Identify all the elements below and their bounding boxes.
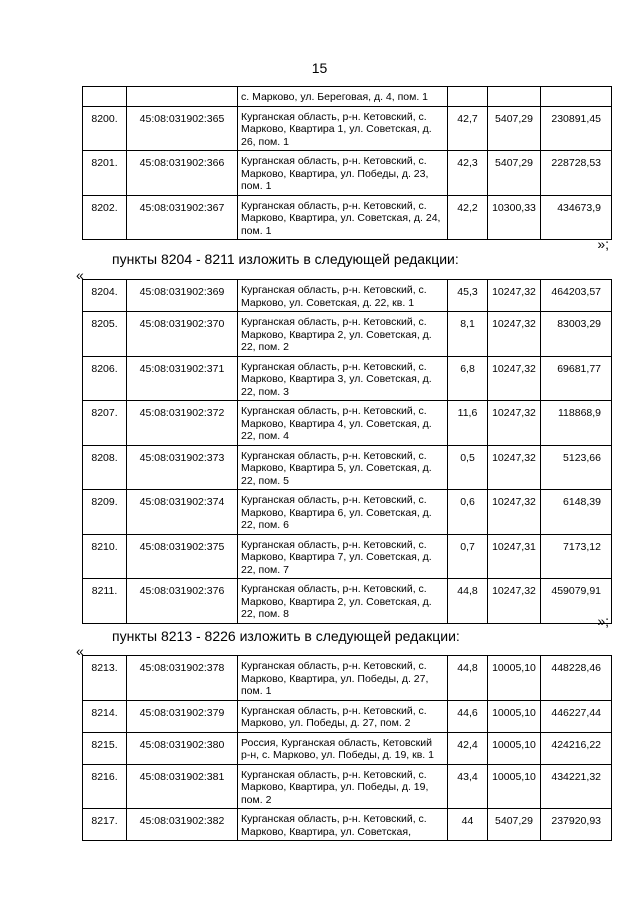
table-row [83, 151, 612, 196]
cell-cadastral-cost: 464203,57 [541, 280, 612, 312]
property-table-2 [82, 279, 612, 624]
page-number: 15 [311, 60, 328, 76]
cell-area: 8,1 [448, 312, 488, 357]
cell-row-number: 8209. [83, 490, 127, 535]
cell-area: 44,8 [448, 656, 488, 701]
cell-cadastral-cost: 237920,93 [541, 809, 612, 841]
table-row [83, 356, 612, 401]
cell-area: 42,7 [448, 106, 488, 151]
cell-cadastral-number: 45:08:031902:378 [127, 656, 238, 701]
cell-unit-price: 10300,33 [488, 195, 541, 240]
table-row [83, 700, 612, 732]
cell-unit-price: 10247,32 [488, 356, 541, 401]
cell-address: Курганская область, р-н. Кетовский, с. Марково, Квартира, ул. Победы, д. 19, пом. 2 [238, 764, 448, 809]
cell-row-number: 8213. [83, 656, 127, 701]
cell-row-number: 8210. [83, 534, 127, 579]
cell-cadastral-number: 45:08:031902:366 [127, 151, 238, 196]
cell-address: Курганская область, р-н. Кетовский, с. Марково, Квартира 6, ул. Советская, д. 22, пом. 6 [238, 490, 448, 535]
cell-cadastral-cost: 424216,22 [541, 732, 612, 764]
cell-cadastral-number: 45:08:031902:372 [127, 401, 238, 446]
table-row [83, 280, 612, 312]
cell-cadastral-cost: 230891,45 [541, 106, 612, 151]
cell-address: Курганская область, р-н. Кетовский, с. Марково, Квартира 5, ул. Советская, д. 22, пом. 5 [238, 445, 448, 490]
table-row [83, 445, 612, 490]
cell-area: 44,6 [448, 700, 488, 732]
cell-address: Курганская область, р-н. Кетовский, с. Марково, Квартира 2, ул. Советская, д. 22, пом. 8 [238, 579, 448, 624]
cell-cadastral-cost [541, 87, 612, 107]
cell-cadastral-number: 45:08:031902:367 [127, 195, 238, 240]
cell-unit-price: 5407,29 [488, 809, 541, 841]
cell-row-number: 8206. [83, 356, 127, 401]
cell-address: Курганская область, р-н. Кетовский, с. Марково, Квартира, ул. Советская, [238, 809, 448, 841]
cell-cadastral-cost: 7173,12 [541, 534, 612, 579]
cell-area: 45,3 [448, 280, 488, 312]
cell-cadastral-cost: 446227,44 [541, 700, 612, 732]
cell-row-number: 8215. [83, 732, 127, 764]
cell-cadastral-cost: 434221,32 [541, 764, 612, 809]
cell-cadastral-number: 45:08:031902:381 [127, 764, 238, 809]
opening-quote: « [76, 267, 84, 283]
cell-cadastral-number: 45:08:031902:379 [127, 700, 238, 732]
property-table-1 [82, 86, 612, 240]
cell-row-number: 8201. [83, 151, 127, 196]
cell-cadastral-cost: 459079,91 [541, 579, 612, 624]
cell-unit-price: 10247,32 [488, 445, 541, 490]
table-row [83, 656, 612, 701]
cell-address: Курганская область, р-н. Кетовский, с. Марково, ул. Победы, д. 27, пом. 2 [238, 700, 448, 732]
cell-cadastral-number: 45:08:031902:365 [127, 106, 238, 151]
cell-row-number: 8217. [83, 809, 127, 841]
table-row [83, 106, 612, 151]
cell-row-number: 8204. [83, 280, 127, 312]
cell-area: 44,8 [448, 579, 488, 624]
cell-cadastral-number: 45:08:031902:374 [127, 490, 238, 535]
cell-area [448, 87, 488, 107]
cell-unit-price: 5407,29 [488, 106, 541, 151]
cell-cadastral-cost: 228728,53 [541, 151, 612, 196]
cell-cadastral-cost: 448228,46 [541, 656, 612, 701]
cell-cadastral-number: 45:08:031902:380 [127, 732, 238, 764]
cell-area: 6,8 [448, 356, 488, 401]
cell-cadastral-number: 45:08:031902:382 [127, 809, 238, 841]
table-row [83, 809, 612, 841]
cell-unit-price: 10005,10 [488, 764, 541, 809]
cell-area: 0,5 [448, 445, 488, 490]
closing-quote: »; [597, 613, 609, 629]
cell-area: 42,3 [448, 151, 488, 196]
opening-quote: « [76, 643, 84, 659]
cell-unit-price: 10247,32 [488, 401, 541, 446]
cell-area: 43,4 [448, 764, 488, 809]
closing-quote: »; [597, 236, 609, 252]
cell-unit-price [488, 87, 541, 107]
table-row [83, 534, 612, 579]
cell-row-number: 8211. [83, 579, 127, 624]
cell-row-number: 8207. [83, 401, 127, 446]
cell-cadastral-cost: 434673,9 [541, 195, 612, 240]
cell-area: 0,6 [448, 490, 488, 535]
section-heading: пункты 8213 - 8226 изложить в следующей редакции: [112, 628, 460, 644]
cell-address: Курганская область, р-н. Кетовский, с. Марково, Квартира 3, ул. Советская, д. 22, пом. 3 [238, 356, 448, 401]
cell-address: Курганская область, р-н. Кетовский, с. Марково, Квартира, ул. Победы, д. 23, пом. 1 [238, 151, 448, 196]
cell-address: Курганская область, р-н. Кетовский, с. Марково, Квартира 7, ул. Советская, д. 22, пом. 7 [238, 534, 448, 579]
cell-address: Курганская область, р-н. Кетовский, с. Марково, Квартира, ул. Советская, д. 24, пом. 1 [238, 195, 448, 240]
cell-row-number [83, 87, 127, 107]
property-table-3 [82, 655, 612, 841]
table-row [83, 312, 612, 357]
cell-cadastral-cost: 118868,9 [541, 401, 612, 446]
cell-cadastral-cost: 83003,29 [541, 312, 612, 357]
cell-area: 42,2 [448, 195, 488, 240]
cell-area: 42,4 [448, 732, 488, 764]
cell-address: Курганская область, р-н. Кетовский, с. Марково, ул. Советская, д. 22, кв. 1 [238, 280, 448, 312]
cell-cadastral-cost: 69681,77 [541, 356, 612, 401]
table-row [83, 490, 612, 535]
table-row [83, 401, 612, 446]
cell-cadastral-number: 45:08:031902:375 [127, 534, 238, 579]
cell-cadastral-cost: 6148,39 [541, 490, 612, 535]
section-heading: пункты 8204 - 8211 изложить в следующей редакции: [112, 251, 459, 267]
cell-unit-price: 5407,29 [488, 151, 541, 196]
table-row [83, 579, 612, 624]
cell-address: Курганская область, р-н. Кетовский, с. Марково, Квартира, ул. Победы, д. 27, пом. 1 [238, 656, 448, 701]
cell-address: Россия, Курганская область, Кетовский р-н, с. Марково, ул. Победы, д. 19, кв. 1 [238, 732, 448, 764]
cell-address: Курганская область, р-н. Кетовский, с. Марково, Квартира 1, ул. Советская, д. 26, пом. 1 [238, 106, 448, 151]
cell-cadastral-number: 45:08:031902:376 [127, 579, 238, 624]
cell-unit-price: 10247,32 [488, 312, 541, 357]
cell-area: 44 [448, 809, 488, 841]
cell-address: Курганская область, р-н. Кетовский, с. Марково, Квартира 4, ул. Советская, д. 22, пом. 4 [238, 401, 448, 446]
cell-unit-price: 10005,10 [488, 700, 541, 732]
cell-cadastral-number: 45:08:031902:369 [127, 280, 238, 312]
cell-row-number: 8214. [83, 700, 127, 732]
cell-address: с. Марково, ул. Береговая, д. 4, пом. 1 [238, 87, 448, 107]
cell-row-number: 8216. [83, 764, 127, 809]
cell-cadastral-number [127, 87, 238, 107]
table-row [83, 764, 612, 809]
cell-unit-price: 10247,31 [488, 534, 541, 579]
cell-unit-price: 10247,32 [488, 280, 541, 312]
cell-row-number: 8205. [83, 312, 127, 357]
cell-row-number: 8200. [83, 106, 127, 151]
cell-address: Курганская область, р-н. Кетовский, с. Марково, Квартира 2, ул. Советская, д. 22, пом. 2 [238, 312, 448, 357]
cell-area: 0,7 [448, 534, 488, 579]
cell-unit-price: 10005,10 [488, 656, 541, 701]
cell-cadastral-number: 45:08:031902:371 [127, 356, 238, 401]
table-row [83, 732, 612, 764]
cell-cadastral-number: 45:08:031902:373 [127, 445, 238, 490]
cell-unit-price: 10247,32 [488, 490, 541, 535]
cell-cadastral-cost: 5123,66 [541, 445, 612, 490]
table-row [83, 87, 612, 107]
cell-unit-price: 10005,10 [488, 732, 541, 764]
cell-cadastral-number: 45:08:031902:370 [127, 312, 238, 357]
cell-row-number: 8208. [83, 445, 127, 490]
cell-unit-price: 10247,32 [488, 579, 541, 624]
cell-area: 11,6 [448, 401, 488, 446]
table-row [83, 195, 612, 240]
cell-row-number: 8202. [83, 195, 127, 240]
